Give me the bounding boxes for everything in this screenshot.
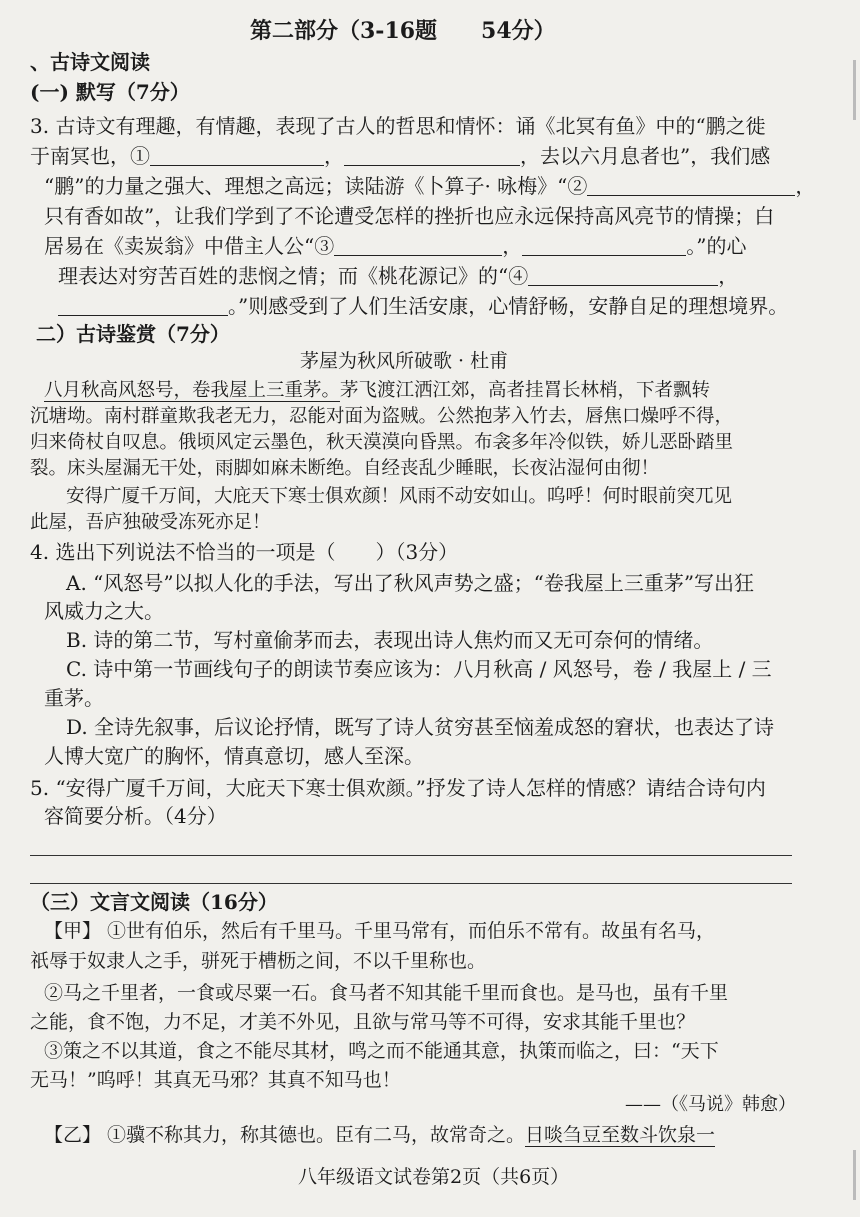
underlined-verse: 八月秋高风怒号，卷我屋上三重茅。 — [44, 380, 341, 401]
q3-line-1: 3. 古诗文有理趣，有情趣，表现了古人的哲思和情怀：诵《北冥有鱼》中的“鹏之徙 — [30, 114, 766, 138]
answer-blank-4b[interactable] — [58, 297, 228, 316]
q4-option-c: C. 诗中第一节画线句子的朗读节奏应该为：八月秋高 / 风怒号，卷 / 我屋上 / 三 — [66, 657, 772, 681]
subsection-dictation: (一) 默写（7分） — [30, 80, 190, 104]
answer-blank-3b[interactable] — [522, 237, 686, 256]
q3-line-6 — [58, 266, 738, 286]
q5-line-2: 容简要分析。（4分） — [44, 804, 227, 828]
q3-text: “鹏”的力量之强大、理想之高远；读陆游《卜算子· 咏梅》“② — [44, 174, 588, 198]
q3-line-3 — [44, 176, 815, 196]
answer-blank-2[interactable] — [587, 177, 795, 196]
poem-text: 茅飞渡江洒江郊，高者挂罥长林梢，下者飘转 — [340, 380, 711, 401]
answer-line-1[interactable] — [30, 855, 792, 856]
scan-edge-mark — [853, 1150, 856, 1200]
scan-edge-mark — [853, 60, 856, 120]
q4-option-b: B. 诗的第二节，写村童偷茅而去，表现出诗人焦灼而又无可奈何的情绪。 — [66, 628, 714, 652]
poem-line-2: 沉塘坳。南村群童欺我老无力，忍能对面为盗贼。公然抱茅入竹去，唇焦口燥呼不得， — [30, 406, 734, 427]
q4-option-d: D. 全诗先叙事，后议论抒情，既写了诗人贫穷甚至恼羞成怒的窘状，也表达了诗 — [66, 715, 775, 739]
q4-stem: 4. 选出下列说法不恰当的一项是（ ）（3分） — [30, 540, 459, 564]
poem-line-6: 此屋，吾庐独破受冻死亦足！ — [30, 512, 271, 533]
q4-option-a-cont: 风威力之大。 — [44, 599, 164, 623]
q3-text: 理表达对穷苦百姓的悲悯之情；而《桃花源记》的“④ — [58, 264, 529, 288]
poem-line-5: 安得广厦千万间，大庇天下寒士俱欢颜！风雨不动安如山。呜呼！何时眼前突兀见 — [66, 486, 733, 507]
answer-blank-4a[interactable] — [528, 267, 718, 286]
q3-line-7 — [58, 296, 788, 316]
q4-option-d-cont: 人博大宽广的胸怀，情真意切，感人至深。 — [44, 744, 424, 768]
yi-text: 【乙】 ①骥不称其力，称其德也。臣有二马，故常奇之。 — [44, 1124, 526, 1146]
subsection-poem-appreciation: 二）古诗鉴赏（7分） — [36, 322, 230, 346]
jia-line-3: ②马之千里者，一食或尽粟一石。食马者不知其能千里而食也。是马也，虽有千里 — [44, 982, 729, 1004]
section-heading: 、古诗文阅读 — [30, 50, 150, 74]
poem-title: 茅屋为秋风所破歌 · 杜甫 — [300, 350, 509, 372]
q3-text: 于南冥也，① — [30, 144, 150, 168]
q5-line-1: 5. “安得广厦千万间，大庇天下寒士俱欢颜。”抒发了诗人怎样的情感？请结合诗句内 — [30, 776, 766, 800]
underlined-sentence: 日啖刍豆至数斗饮泉一 — [525, 1124, 716, 1146]
jia-line-4: 之能，食不饱，力不足，才美不外见，且欲与常马等不可得，安求其能千里也？ — [30, 1011, 696, 1033]
poem-line-3: 归来倚杖自叹息。俄顷风定云墨色，秋天漠漠向昏黑。布衾多年冷似铁，娇儿恶卧踏里 — [30, 432, 734, 453]
subsection-classical-reading: （三）文言文阅读（16分） — [30, 890, 278, 914]
q3-line-2 — [30, 146, 770, 166]
yi-line-1 — [44, 1126, 715, 1145]
q3-text: ， — [718, 264, 739, 288]
page-footer: 八年级语文试卷第2页（共6页） — [298, 1166, 570, 1188]
poem-line-4: 裂。床头屋漏无干处，雨脚如麻未断绝。自经丧乱少睡眠，长夜沾湿何由彻！ — [30, 458, 660, 479]
answer-blank-3a[interactable] — [334, 237, 502, 256]
q3-text: ， — [502, 234, 523, 258]
answer-blank-1b[interactable] — [344, 147, 520, 166]
q3-line-4: 只有香如故”，让我们学到了不论遭受怎样的挫折也应永远保持高风亮节的情操；白 — [44, 204, 775, 228]
q3-text: ， — [795, 174, 816, 198]
jia-line-6: 无马！”呜呼！其真无马邪？其真不知马也！ — [30, 1069, 401, 1091]
part-title: 第二部分（3-16题 54分） — [250, 18, 556, 44]
q3-text: ， — [324, 144, 344, 168]
q3-text: 居易在《卖炭翁》中借主人公“③ — [44, 234, 335, 258]
q4-option-c-cont: 重茅。 — [44, 686, 104, 710]
q3-line-5 — [44, 236, 746, 256]
jia-line-1: 【甲】 ①世有伯乐，然后有千里马。千里马常有，而伯乐不常有。故虽有名马， — [44, 920, 716, 942]
jia-line-2: 祇辱于奴隶人之手，骈死于槽枥之间，不以千里称也。 — [30, 950, 487, 972]
q3-text: 。”的心 — [686, 234, 747, 258]
jia-line-5: ③策之不以其道，食之不能尽其材，鸣之而不能通其意，执策而临之，曰：“天下 — [44, 1040, 719, 1062]
source-attribution: ——（《马说》韩愈） — [625, 1094, 796, 1115]
q4-option-a: A. “风怒号”以拟人化的手法，写出了秋风声势之盛；“卷我屋上三重茅”写出狂 — [66, 571, 755, 595]
q3-text: 。”则感受到了人们生活安康，心情舒畅，安静自足的理想境界。 — [228, 294, 789, 318]
poem-line-1 — [44, 382, 710, 401]
answer-blank-1a[interactable] — [150, 147, 324, 166]
q3-text: ，去以六月息者也”，我们感 — [520, 144, 771, 168]
answer-line-2[interactable] — [30, 883, 792, 884]
